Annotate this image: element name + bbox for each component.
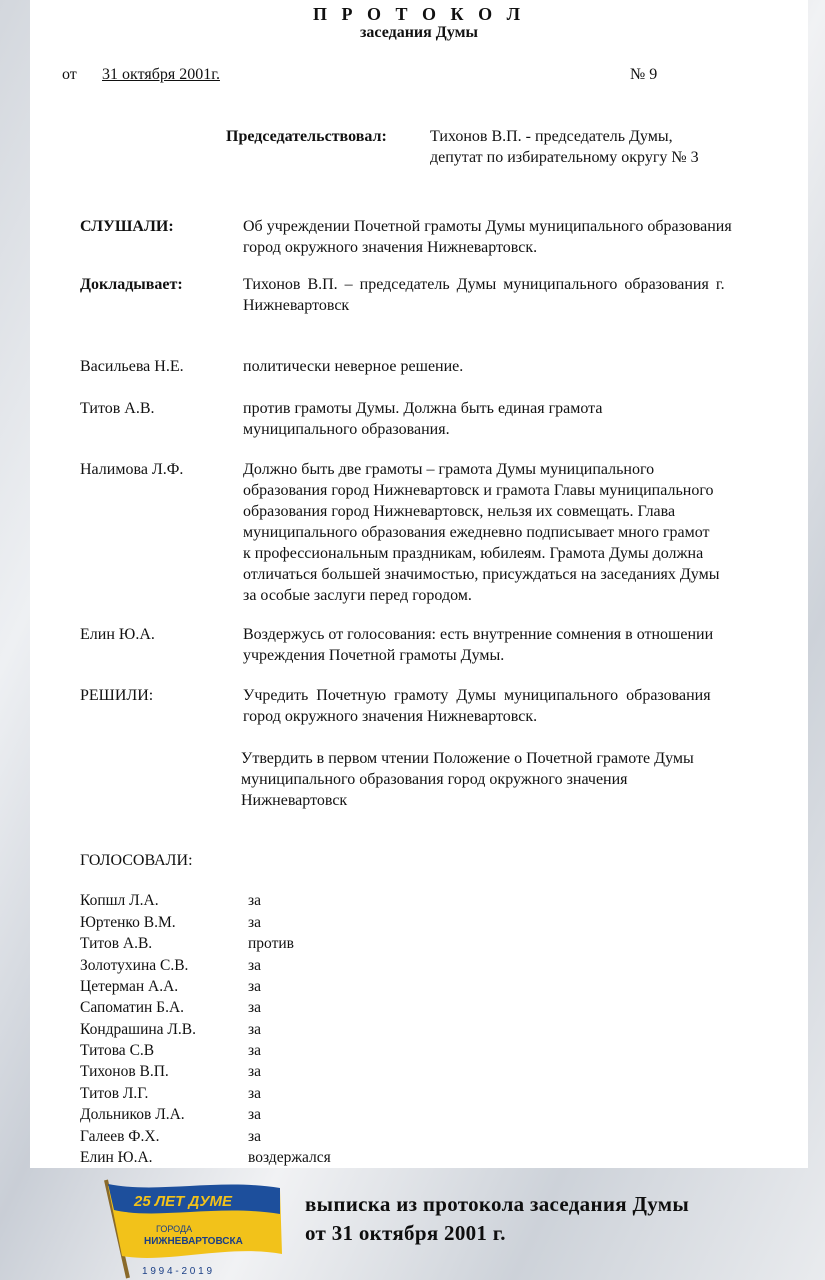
voter-name: Золотухина С.В. [80,957,189,974]
vote-value: за [248,914,262,931]
decision-line: муниципального образования город окружного значения [241,771,628,788]
footer-caption-line-2: от 31 октября 2001 г. [305,1221,506,1245]
vote-row [80,1021,480,1042]
vote-value: воздержался [248,1149,331,1166]
protocol-date: 31 октября 2001г. [102,66,220,83]
voter-name: Кондрашина Л.В. [80,1021,197,1038]
voter-name: Елин Ю.А. [80,1149,153,1166]
document-subtitle: заседания Думы [360,24,478,41]
chair-line-1: Тихонов В.П. - председатель Думы, [430,128,673,145]
vote-row [80,1128,480,1149]
vote-value: за [248,1021,262,1038]
speaker-statement [243,398,803,440]
decision-line: Учредить Почетную грамоту Думы муниципального образования [243,687,711,704]
statement-line: учреждения Почетной грамоты Думы. [243,647,505,664]
date-prefix: от [62,66,77,83]
vote-row [80,1042,480,1063]
protocol-number: № 9 [630,66,658,83]
vote-value: за [248,978,262,995]
heard-line: город окружного значения Нижневартовск. [243,239,538,256]
statement-line: отличаться большей значимостью, присуждаться на заседаниях Думы [243,566,720,583]
vote-value: за [248,1085,262,1102]
decision-paragraph-2 [241,748,801,811]
reporter-label: Докладывает: [80,276,183,293]
voter-name: Галеев Ф.Х. [80,1128,160,1145]
reporter-line: Нижневартовск [243,297,350,314]
vote-value: за [248,1063,262,1080]
statement-line: Должно быть две грамоты – грамота Думы муниципального [243,461,655,478]
heard-line: Об учреждении Почетной грамоты Думы муниципального образования [243,218,732,235]
reporter-line: Тихонов В.П. – председатель Думы муниципального образования г. [243,276,725,293]
voter-name: Сапоматин Б.А. [80,999,185,1016]
chair-label: Председательствовал: [226,128,387,145]
statement-line: муниципального образования ежедневно подписывает много грамот [243,524,710,541]
voter-name: Тихонов В.П. [80,1063,169,1080]
logo-city: НИЖНЕВАРТОВСКА [144,1236,243,1247]
vote-value: за [248,1106,262,1123]
voter-name: Копшл Л.А. [80,892,159,909]
vote-row [80,1085,480,1106]
reporter-text [243,274,803,316]
vote-value: за [248,892,262,909]
vote-row [80,1063,480,1084]
protocol-document [30,0,808,1168]
decision-line: город окружного значения Нижневартовск. [243,708,538,725]
vote-row [80,978,480,999]
logo-years: 1 9 9 4 - 2 0 1 9 [142,1266,213,1277]
vote-row [80,914,480,935]
speaker-name: Васильева Н.Е. [80,358,184,375]
speaker-statement [243,459,803,606]
statement-line: против грамоты Думы. Должна быть единая грамота [243,400,603,417]
speaker-statement [243,356,803,377]
statement-line: за особые заслуги перед городом. [243,587,472,604]
vote-row [80,1149,480,1170]
logo-title: 25 ЛЕТ ДУМЕ [134,1193,232,1210]
decided-label: РЕШИЛИ: [80,687,154,704]
document-title: П Р О Т О К О Л [313,4,525,24]
logo-city-prefix: ГОРОДА [156,1224,193,1234]
decision-line: Утвердить в первом чтении Положение о Почетной грамоте Думы [241,750,694,767]
anniversary-flag-logo [98,1174,288,1280]
voter-name: Титова С.В [80,1042,155,1059]
decision-paragraph-1 [243,685,803,727]
vote-row [80,935,480,956]
vote-value: за [248,999,262,1016]
vote-row [80,957,480,978]
vote-row [80,1106,480,1127]
statement-line: образования город Нижневартовск, нельзя их совмещать. Глава [243,503,676,520]
chair-line-2: депутат по избирательному округу № 3 [430,149,699,166]
heard-text [243,216,803,258]
statement-line: муниципального образования. [243,421,450,438]
voter-name: Титов Л.Г. [80,1085,149,1102]
speaker-name: Титов А.В. [80,400,155,417]
statement-line: образования город Нижневартовск и грамота Главы муниципального [243,482,714,499]
heard-label: СЛУШАЛИ: [80,218,174,235]
vote-value: против [248,935,294,952]
speaker-statement [243,624,803,666]
vote-value: за [248,1128,262,1145]
voter-name: Юртенко В.М. [80,914,176,931]
voter-name: Дольников Л.А. [80,1106,185,1123]
footer-caption-line-1: выписка из протокола заседания Думы [305,1192,690,1216]
voter-name: Цетерман А.А. [80,978,179,995]
voting-label: ГОЛОСОВАЛИ: [80,852,193,869]
speaker-name: Налимова Л.Ф. [80,461,184,478]
speaker-name: Елин Ю.А. [80,626,155,643]
vote-row [80,999,480,1020]
vote-value: за [248,1042,262,1059]
voter-name: Титов А.В. [80,935,153,952]
statement-line: Воздержусь от голосования: есть внутренние сомнения в отношении [243,626,714,643]
statement-line: к профессиональным праздникам, юбилеям. Грамота Думы должна [243,545,704,562]
decision-line: Нижневартовск [241,792,348,809]
statement-line: политически неверное решение. [243,358,464,375]
vote-row [80,892,480,913]
vote-value: за [248,957,262,974]
